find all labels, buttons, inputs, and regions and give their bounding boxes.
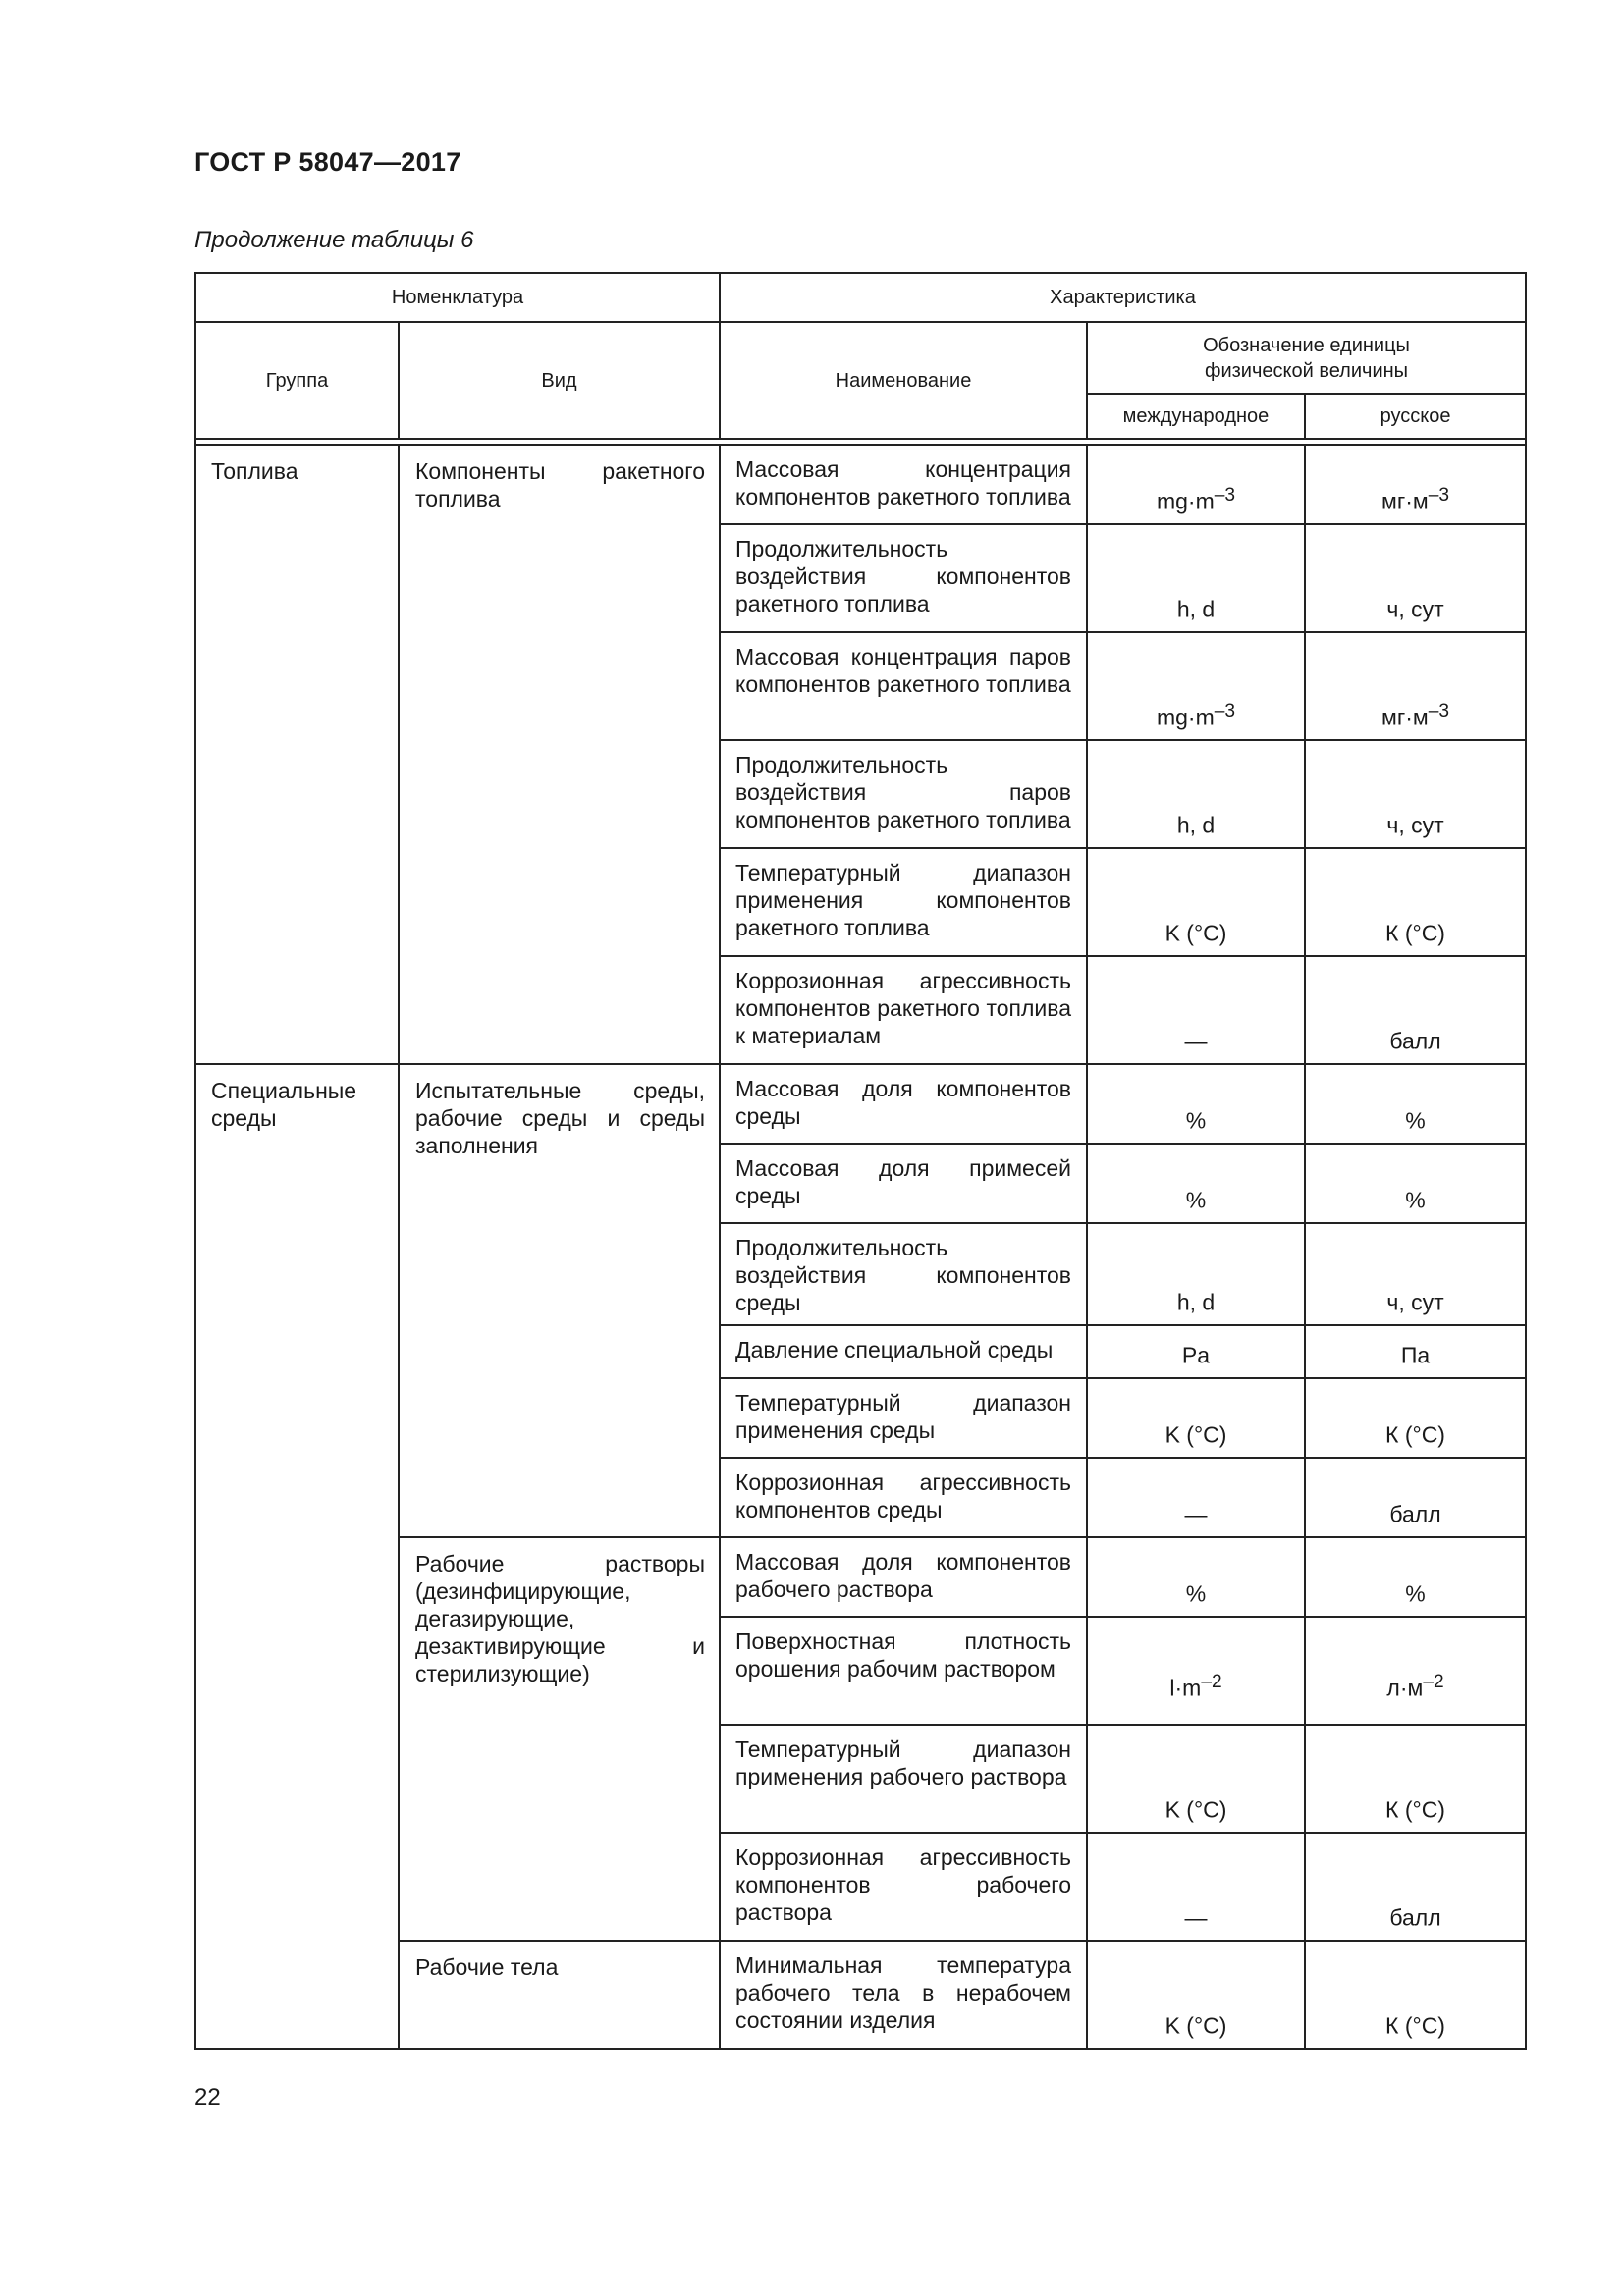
table-row: [195, 445, 1526, 524]
name-cell: [720, 1325, 1087, 1378]
unit-base: K (°C): [1164, 1797, 1227, 1823]
russian-unit: [1305, 632, 1526, 740]
name-cell: [720, 1725, 1087, 1833]
characteristic-header: Характеристика: [720, 273, 1526, 322]
international-unit: [1087, 1378, 1305, 1458]
name-text: Температурный диапазон применения компонентов ракетного топлива: [735, 860, 1071, 940]
unit-base: К (°С): [1385, 1797, 1445, 1823]
international-unit: [1087, 1223, 1305, 1325]
unit-base: —: [1184, 1905, 1208, 1931]
name-cell: [720, 848, 1087, 956]
international-unit: [1087, 632, 1305, 740]
name-text: Коррозионная агрессивность компонентов ракетного топлива к материалам: [735, 968, 1071, 1048]
unit-designation-header: Обозначение единицы физической величины: [1087, 322, 1526, 394]
name-text: Давление специальной среды: [735, 1337, 1054, 1362]
unit-base: ч, сут: [1386, 1290, 1444, 1315]
unit-base: Па: [1400, 1343, 1431, 1368]
unit-base: балл: [1389, 1029, 1441, 1054]
unit-base: ч, сут: [1386, 597, 1444, 622]
table-head: [195, 273, 1526, 439]
name-cell: [720, 1537, 1087, 1617]
name-cell: [720, 1223, 1087, 1325]
international-unit: [1087, 1458, 1305, 1537]
name-text: Массовая концентрация паров компонентов ракетного топлива: [735, 644, 1071, 697]
unit-base: %: [1405, 1108, 1426, 1134]
unit-base: %: [1405, 1581, 1426, 1607]
unit-base: —: [1184, 1502, 1208, 1527]
russian-unit: [1305, 1458, 1526, 1537]
unit-base: балл: [1389, 1502, 1441, 1527]
name-cell: [720, 740, 1087, 848]
unit-base: Pa: [1181, 1343, 1211, 1368]
unit-base: балл: [1389, 1905, 1441, 1931]
unit-base: л·м: [1386, 1676, 1424, 1701]
russian-unit: [1305, 1725, 1526, 1833]
international-unit: [1087, 956, 1305, 1064]
unit-base: %: [1405, 1188, 1426, 1213]
international-header: международное: [1087, 394, 1305, 439]
international-unit: [1087, 1144, 1305, 1223]
international-unit: [1087, 1725, 1305, 1833]
unit-base: %: [1185, 1188, 1207, 1213]
international-unit: [1087, 740, 1305, 848]
unit-base: мг·м: [1381, 489, 1429, 514]
russian-unit: [1305, 1144, 1526, 1223]
international-unit: [1087, 1617, 1305, 1725]
russian-unit: [1305, 1325, 1526, 1378]
name-text: Продолжительность воздействия компонентов среды: [735, 1235, 1071, 1315]
unit-base: l·m: [1169, 1676, 1202, 1701]
unit-base: K (°C): [1164, 2013, 1227, 2039]
table-body: [195, 439, 1526, 2049]
group-cell: Специальные среды: [195, 1064, 399, 2049]
kind-cell: Рабочие тела: [399, 1941, 720, 2049]
russian-unit: [1305, 1941, 1526, 2049]
unit-base: К (°С): [1385, 921, 1445, 946]
name-cell: [720, 1617, 1087, 1725]
russian-unit: [1305, 524, 1526, 632]
name-cell: [720, 1064, 1087, 1144]
name-cell: [720, 1144, 1087, 1223]
kind-cell: Компоненты ракетного топлива: [399, 445, 720, 1064]
unit-base: %: [1185, 1581, 1207, 1607]
table-row: [195, 1064, 1526, 1144]
unit-base: —: [1184, 1029, 1208, 1054]
name-text: Продолжительность воздействия компонентов ракетного топлива: [735, 536, 1071, 616]
international-unit: [1087, 1941, 1305, 2049]
table-caption: Продолжение таблицы 6: [194, 227, 474, 253]
unit-base: mg·m: [1156, 705, 1215, 730]
name-text: Поверхностная плотность орошения рабочим раствором: [735, 1629, 1071, 1682]
name-cell: [720, 956, 1087, 1064]
group-cell: Топлива: [195, 445, 399, 1064]
unit-base: ч, сут: [1386, 813, 1444, 838]
name-text: Коррозионная агрессивность компонентов среды: [735, 1469, 1071, 1522]
unit-base: К (°С): [1385, 1422, 1445, 1448]
name-text: Температурный диапазон применения рабочего раствора: [735, 1736, 1071, 1789]
data-table: [194, 272, 1527, 2050]
unit-base: mg·m: [1156, 489, 1215, 514]
international-unit: [1087, 848, 1305, 956]
russian-unit: [1305, 740, 1526, 848]
international-unit: [1087, 445, 1305, 524]
name-text: Массовая доля компонентов среды: [735, 1076, 1071, 1129]
unit-exponent: –2: [1423, 1672, 1444, 1693]
name-text: Продолжительность воздействия паров компонентов ракетного топлива: [735, 752, 1071, 832]
unit-exponent: –2: [1201, 1672, 1222, 1693]
international-unit: [1087, 524, 1305, 632]
unit-base: мг·м: [1381, 705, 1429, 730]
name-text: Массовая концентрация компонентов ракетного топлива: [735, 456, 1071, 509]
russian-unit: [1305, 445, 1526, 524]
name-text: Минимальная температура рабочего тела в нерабочем состоянии изделия: [735, 1952, 1071, 2033]
name-text: Массовая доля примесей среды: [735, 1155, 1071, 1208]
russian-unit: [1305, 1064, 1526, 1144]
international-unit: [1087, 1833, 1305, 1941]
name-cell: [720, 1941, 1087, 2049]
russian-unit: [1305, 1617, 1526, 1725]
international-unit: [1087, 1064, 1305, 1144]
name-cell: [720, 445, 1087, 524]
russian-unit: [1305, 1223, 1526, 1325]
unit-exponent: –3: [1428, 485, 1450, 507]
unit-base: h, d: [1176, 1290, 1216, 1315]
international-unit: [1087, 1537, 1305, 1617]
kind-cell: Рабочие растворы (дезинфицирующие, дегазирующие, дезактивирующие и стерилизующие): [399, 1537, 720, 1941]
unit-base: h, d: [1176, 813, 1216, 838]
unit-base: %: [1185, 1108, 1207, 1134]
nomenclature-header: Номенклатура: [195, 273, 720, 322]
unit-base: h, d: [1176, 597, 1216, 622]
unit-exponent: –3: [1214, 701, 1236, 722]
name-cell: [720, 1458, 1087, 1537]
russian-header: русское: [1305, 394, 1526, 439]
name-header: Наименование: [720, 322, 1087, 439]
group-header: Группа: [195, 322, 399, 439]
russian-unit: [1305, 1833, 1526, 1941]
name-cell: [720, 524, 1087, 632]
name-text: Коррозионная агрессивность компонентов рабочего раствора: [735, 1844, 1071, 1925]
name-cell: [720, 1378, 1087, 1458]
russian-unit: [1305, 1537, 1526, 1617]
name-cell: [720, 1833, 1087, 1941]
name-text: Массовая доля компонентов рабочего раствора: [735, 1549, 1071, 1602]
kind-cell: Испытательные среды, рабочие среды и среды заполнения: [399, 1064, 720, 1537]
unit-exponent: –3: [1428, 701, 1450, 722]
international-unit: [1087, 1325, 1305, 1378]
unit-base: К (°С): [1385, 2013, 1445, 2039]
unit-base: K (°C): [1164, 921, 1227, 946]
unit-exponent: –3: [1214, 485, 1236, 507]
russian-unit: [1305, 956, 1526, 1064]
name-cell: [720, 632, 1087, 740]
kind-header: Вид: [399, 322, 720, 439]
document-header: ГОСТ Р 58047—2017: [194, 147, 461, 177]
russian-unit: [1305, 848, 1526, 956]
unit-base: K (°C): [1164, 1422, 1227, 1448]
name-text: Температурный диапазон применения среды: [735, 1390, 1071, 1443]
page-number: 22: [194, 2084, 221, 2110]
russian-unit: [1305, 1378, 1526, 1458]
